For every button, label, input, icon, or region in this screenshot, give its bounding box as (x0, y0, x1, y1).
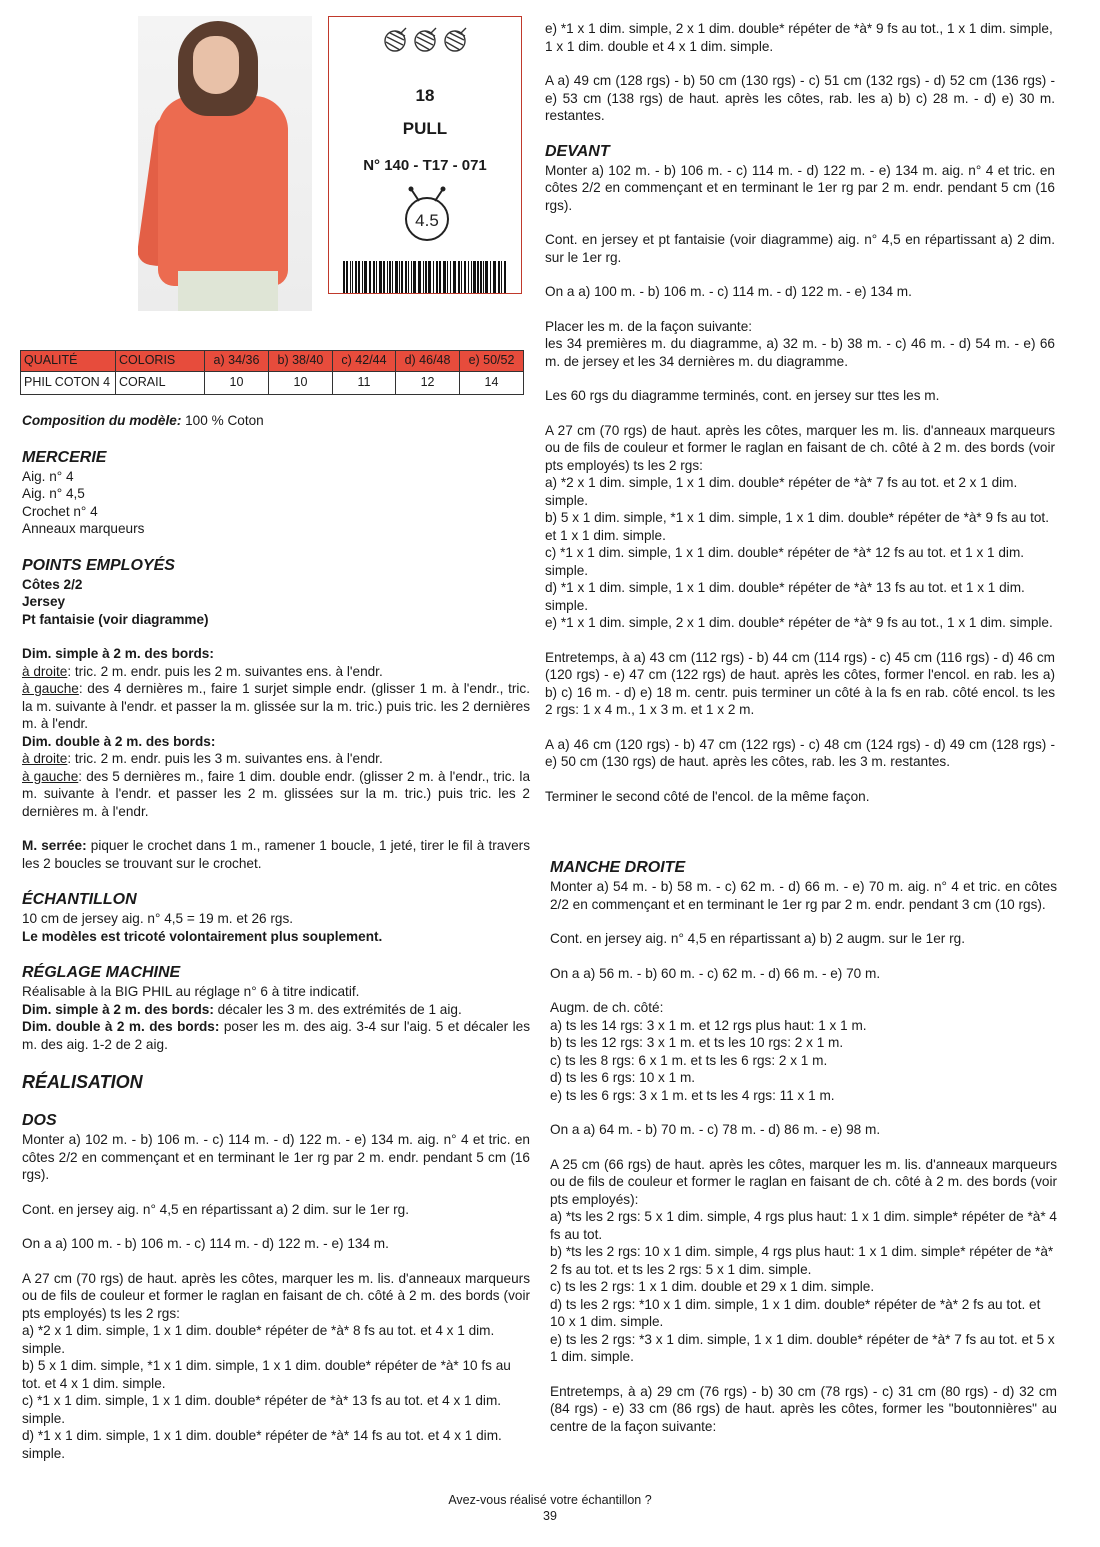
mercerie-title: MERCERIE (22, 448, 107, 466)
manche-size-a: a) ts les 14 rgs: 3 x 1 m. et 12 rgs plus haut: 1 x 1 m. (550, 1017, 867, 1033)
devant-p5: Les 60 rgs du diagramme terminés, cont. en jersey sur ttes les m. (545, 388, 940, 403)
table-cell: CORAIL (116, 372, 205, 395)
manche-raglan-c: c) ts les 2 rgs: 1 x 1 dim. double et 29 x 1 dim. simple. (550, 1279, 875, 1294)
dim-simple-gauche: à gauche: des 4 dernières m., faire 1 surjet simple endr. (glisser 1 m. à l'endr., tric. la m. suivante à l'endr. et passer la m. glissée sur la m. tric.) puis tric. les 2 dernières m. à l'endr. (22, 681, 530, 731)
manche-raglan-d: d) ts les 2 rgs: *10 x 1 dim. simple, 1 x 1 dim. double* répéter de *à* 2 fs au tot. et 10 x 1 dim. simple. (550, 1296, 1041, 1329)
table-cell: PHIL COTON 4 (21, 372, 116, 395)
left-column (22, 412, 530, 1462)
dos-size-b: b) 5 x 1 dim. simple, *1 x 1 dim. simple, 1 x 1 dim. double* répéter de *à* 10 fs au tot. et 4 x 1 dim. simple. (22, 1358, 511, 1391)
manche-title: MANCHE DROITE (550, 859, 686, 876)
manche-section (550, 858, 1057, 1435)
dos-size-e: e) *1 x 1 dim. simple, 2 x 1 dim. double* répéter de *à* 9 fs au tot., 1 x 1 dim. simple, 1 x 1 dim. double et 4 x 1 dim. simple. (545, 21, 1053, 54)
manche-p4: Augm. de ch. côté: (550, 1000, 664, 1015)
devant-size-e: e) *1 x 1 dim. simple, 2 x 1 dim. double* répéter de *à* 9 fs au tot., 1 x 1 dim. simple. (545, 615, 1053, 630)
devant-p3: On a a) 100 m. - b) 106 m. - c) 114 m. - d) 122 m. - e) 134 m. (545, 284, 912, 299)
table-header-cell: e) 50/52 (460, 351, 524, 372)
devant-p1: Monter a) 102 m. - b) 106 m. - c) 114 m. - d) 122 m. - e) 134 m. aig. n° 4 et tric. en côtes 2/2 en commençant et en terminant le 1er rg par 2 m. endr. pendant 5 cm (16 rgs). (545, 162, 1055, 213)
manche-size-b: b) ts les 12 rgs: 3 x 1 m. et ts les 10 rgs: 2 x 1 m. (550, 1035, 844, 1050)
table-cell: 10 (268, 372, 332, 395)
table-header-cell: a) 34/36 (205, 351, 269, 372)
devant-p6: A 27 cm (70 rgs) de haut. après les côtes, marquer les m. lis. d'anneaux marqueurs ou de fils de couleur et former le raglan en faisant de ch. côté à 2 m. des bords (voir pts employés) ts les 2 rgs: (545, 422, 1055, 473)
manche-p5: On a a) 64 m. - b) 70 m. - c) 78 m. - d) 86 m. - e) 98 m. (550, 1122, 881, 1137)
dim-simple-droite: à droite: tric. 2 m. endr. puis les 2 m. suivantes ens. à l'endr. (22, 663, 383, 679)
dos-title: DOS (22, 1112, 57, 1129)
devant-size-d: d) *1 x 1 dim. simple, 1 x 1 dim. double* répéter de *à* 13 fs au tot. et 1 x 1 dim. simple. (545, 580, 1025, 613)
table-header-cell: c) 42/44 (332, 351, 395, 372)
needle-size-label: 4.5 (415, 211, 439, 230)
composition: Composition du modèle: 100 % Coton (22, 413, 264, 428)
pattern-header-box (328, 16, 522, 294)
list-item: Aig. n° 4,5 (22, 486, 85, 501)
difficulty-yarn-balls (381, 27, 471, 53)
dim-simple-title: Dim. simple à 2 m. des bords: (22, 646, 214, 661)
dos-size-c: c) *1 x 1 dim. simple, 1 x 1 dim. double* répéter de *à* 13 fs au tot. et 4 x 1 dim. simple. (22, 1393, 502, 1426)
list-item: Anneaux marqueurs (22, 521, 145, 536)
dim-double-droite: à droite: tric. 2 m. endr. puis les 3 m. suivantes ens. à l'endr. (22, 751, 383, 766)
table-header-cell: COLORIS (116, 351, 205, 372)
machine-double: Dim. double à 2 m. des bords: poser les m. des aig. 3-4 sur l'aig. 5 et décaler les m. des aig. 1-2 de 2 aig. (22, 1019, 530, 1052)
table-cell: 12 (396, 372, 460, 395)
dim-double-gauche: à gauche: des 5 dernières m., faire 1 dim. double endr. (glisser 2 m. à l'endr., tric. la m. suivante à l'endr. et passer les 2 m. glissées sur la m. tric.) puis tric. les 2 dernières m. à l'endr. (22, 768, 531, 819)
manche-size-c: c) ts les 8 rgs: 6 x 1 m. et ts les 6 rgs: 2 x 1 m. (550, 1052, 828, 1068)
manche-raglan-a: a) *ts les 2 rgs: 5 x 1 dim. simple, 4 rgs plus haut: 1 x 1 dim. simple* répéter de *à* 4 fs au tot. (550, 1209, 1057, 1242)
table-cell: 14 (460, 372, 524, 395)
barcode (343, 261, 507, 293)
devant-p4b: les 34 premières m. du diagramme, a) 32 m. - b) 38 m. - c) 46 m. - d) 54 m. - e) 66 m. de jersey et les 34 dernières m. du diagramme. (545, 336, 1055, 369)
page-number: 39 (543, 1509, 557, 1523)
footer-question: Avez-vous réalisé votre échantillon ? (448, 1493, 652, 1507)
echantillon-title: ÉCHANTILLON (22, 891, 137, 908)
table-cell: 11 (332, 372, 395, 395)
machine-title: RÉGLAGE MACHINE (22, 964, 181, 981)
needle-size-icon (397, 185, 457, 245)
devant-p8: A a) 46 cm (120 rgs) - b) 47 cm (122 rgs) - c) 48 cm (124 rgs) - d) 49 cm (128 rgs) - e) 50 cm (130 rgs) de haut. après les côtes, rab. les 3 m. restantes. (545, 736, 1055, 769)
pattern-number: 18 (415, 86, 435, 105)
devant-p4a: Placer les m. de la façon suivante: (545, 318, 753, 334)
devant-size-c: c) *1 x 1 dim. simple, 1 x 1 dim. double* répéter de *à* 12 fs au tot. et 1 x 1 dim. simple. (545, 545, 1025, 578)
manche-raglan-e: e) ts les 2 rgs: *3 x 1 dim. simple, 1 x 1 dim. double* répéter de *à* 7 fs au tot. et 5 x 1 dim. simple. (550, 1331, 1055, 1364)
list-item: Jersey (22, 594, 66, 609)
m-serree: M. serrée: piquer le crochet dans 1 m., ramener 1 boucle, 1 jeté, tirer le fil à travers les 2 boucles se trouvant sur le crochet. (22, 838, 530, 871)
manche-size-e: e) ts les 6 rgs: 3 x 1 m. et ts les 4 rgs: 11 x 1 m. (550, 1087, 835, 1103)
dos-p4: A 27 cm (70 rgs) de haut. après les côtes, marquer les m. lis. d'anneaux marqueurs ou de fils de couleur et former le raglan en faisant de ch. côté à 2 m. des bords (voir pts employés) ts les 2 rgs: (22, 1270, 530, 1321)
manche-p3: On a a) 56 m. - b) 60 m. - c) 62 m. - d) 66 m. - e) 70 m. (550, 965, 881, 981)
devant-p9: Terminer le second côté de l'encol. de la même façon. (545, 788, 870, 804)
table-row (21, 372, 524, 395)
realisation-title: RÉALISATION (22, 1072, 143, 1092)
yarn-ball-icon (445, 28, 466, 51)
list-item: Crochet n° 4 (22, 503, 98, 519)
yarn-quantity-table (20, 350, 524, 395)
points-title: POINTS EMPLOYÉS (22, 556, 175, 574)
dos-p1: Monter a) 102 m. - b) 106 m. - c) 114 m. - d) 122 m. - e) 134 m. aig. n° 4 et tric. en côtes 2/2 en commençant et en terminant le 1er rg par 2 m. endr. pendant 5 cm (16 rgs). (22, 1132, 530, 1182)
pattern-title: PULL (402, 119, 448, 138)
page-footer (0, 1492, 1100, 1524)
devant-size-b: b) 5 x 1 dim. simple, *1 x 1 dim. simple, 1 x 1 dim. double* répéter de *à* 9 fs au tot. et 1 x 1 dim. simple. (545, 510, 1049, 543)
model-photo (138, 16, 312, 311)
list-item: Aig. n° 4 (22, 468, 74, 484)
manche-p6: A 25 cm (66 rgs) de haut. après les côtes, marquer les m. lis. d'anneaux marqueurs ou de fils de couleur et former le raglan en faisant de ch. côté à 2 m. des bords (voir pts employés): (550, 1156, 1057, 1207)
manche-p7: Entretemps, à a) 29 cm (76 rgs) - b) 30 cm (78 rgs) - c) 31 cm (80 rgs) - d) 32 cm (84 rgs) - e) 33 cm (86 rgs) de haut. après les côtes, former les "boutonnières" au centre de la façon suivante: (550, 1383, 1057, 1434)
devant-p7: Entretemps, à a) 43 cm (112 rgs) - b) 44 cm (114 rgs) - c) 45 cm (116 rgs) - d) 46 cm (120 rgs) - e) 47 cm (122 rgs) de haut. après les côtes, former l'encol. en rab. les a) b) c) 16 m. - d) e) 18 m. centr. puis terminer un côté à la fs en rab. côté encol. ts les 2 rgs: 1 x 4 m., 1 x 3 m. et 1 x 2 m. (545, 649, 1055, 717)
right-column (545, 20, 1055, 805)
yarn-ball-icon (415, 28, 436, 51)
manche-raglan-b: b) *ts les 2 rgs: 10 x 1 dim. simple, 4 rgs plus haut: 1 x 1 dim. simple* répéter de *à* 2 fs au tot. et ts les 2 rgs: 5 x 1 dim. simple. (550, 1244, 1054, 1277)
dos-p2: Cont. en jersey aig. n° 4,5 en répartissant a) 2 dim. sur le 1er rg. (22, 1201, 410, 1217)
echantillon-note: Le modèles est tricoté volontairement plus souplement. (22, 928, 383, 944)
devant-size-a: a) *2 x 1 dim. simple, 1 x 1 dim. double* répéter de *à* 7 fs au tot. et 2 x 1 dim. simple. (545, 475, 1018, 508)
yarn-ball-icon (385, 28, 406, 51)
table-header-row (21, 351, 524, 372)
devant-title: DEVANT (545, 142, 610, 160)
dos-size-d: d) *1 x 1 dim. simple, 1 x 1 dim. double* répéter de *à* 14 fs au tot. et 4 x 1 dim. simple. (22, 1428, 502, 1461)
echantillon-text: 10 cm de jersey aig. n° 4,5 = 19 m. et 26 rgs. (22, 911, 294, 926)
table-header-cell: b) 38/40 (268, 351, 332, 372)
dos-p3: On a a) 100 m. - b) 106 m. - c) 114 m. - d) 122 m. - e) 134 m. (22, 1236, 389, 1251)
manche-p1: Monter a) 54 m. - b) 58 m. - c) 62 m. - d) 66 m. - e) 70 m. aig. n° 4 et tric. en côtes 2/2 en commençant et en terminant le 1er rg par 2 m. endr. pendant 3 cm (10 rgs). (550, 879, 1057, 912)
manche-p2: Cont. en jersey aig. n° 4,5 en répartissant a) b) 2 augm. sur le 1er rg. (550, 931, 965, 946)
dos-p5: A a) 49 cm (128 rgs) - b) 50 cm (130 rgs) - c) 51 cm (132 rgs) - d) 52 cm (136 rgs) - e) 53 cm (138 rgs) de haut. après les côtes, rab. les a) b) c) 28 m. - d) e) 30 m. restantes. (545, 73, 1055, 123)
list-item: Pt fantaisie (voir diagramme) (22, 611, 209, 627)
table-cell: 10 (205, 372, 269, 395)
list-item: Côtes 2/2 (22, 576, 83, 592)
dos-size-a: a) *2 x 1 dim. simple, 1 x 1 dim. double* répéter de *à* 8 fs au tot. et 4 x 1 dim. simple. (22, 1323, 495, 1356)
machine-simple: Dim. simple à 2 m. des bords: décaler les 3 m. des extrémités de 1 aig. (22, 1001, 462, 1017)
manche-size-d: d) ts les 6 rgs: 10 x 1 m. (550, 1070, 696, 1085)
machine-text: Réalisable à la BIG PHIL au réglage n° 6 à titre indicatif. (22, 984, 360, 999)
devant-p2: Cont. en jersey et pt fantaisie (voir diagramme) aig. n° 4,5 en répartissant a) 2 dim. sur le 1er rg. (545, 232, 1055, 265)
dim-double-title: Dim. double à 2 m. des bords: (22, 733, 216, 749)
table-header-cell: QUALITÉ (21, 351, 116, 372)
table-header-cell: d) 46/48 (396, 351, 460, 372)
pattern-code: N° 140 - T17 - 071 (363, 157, 487, 174)
